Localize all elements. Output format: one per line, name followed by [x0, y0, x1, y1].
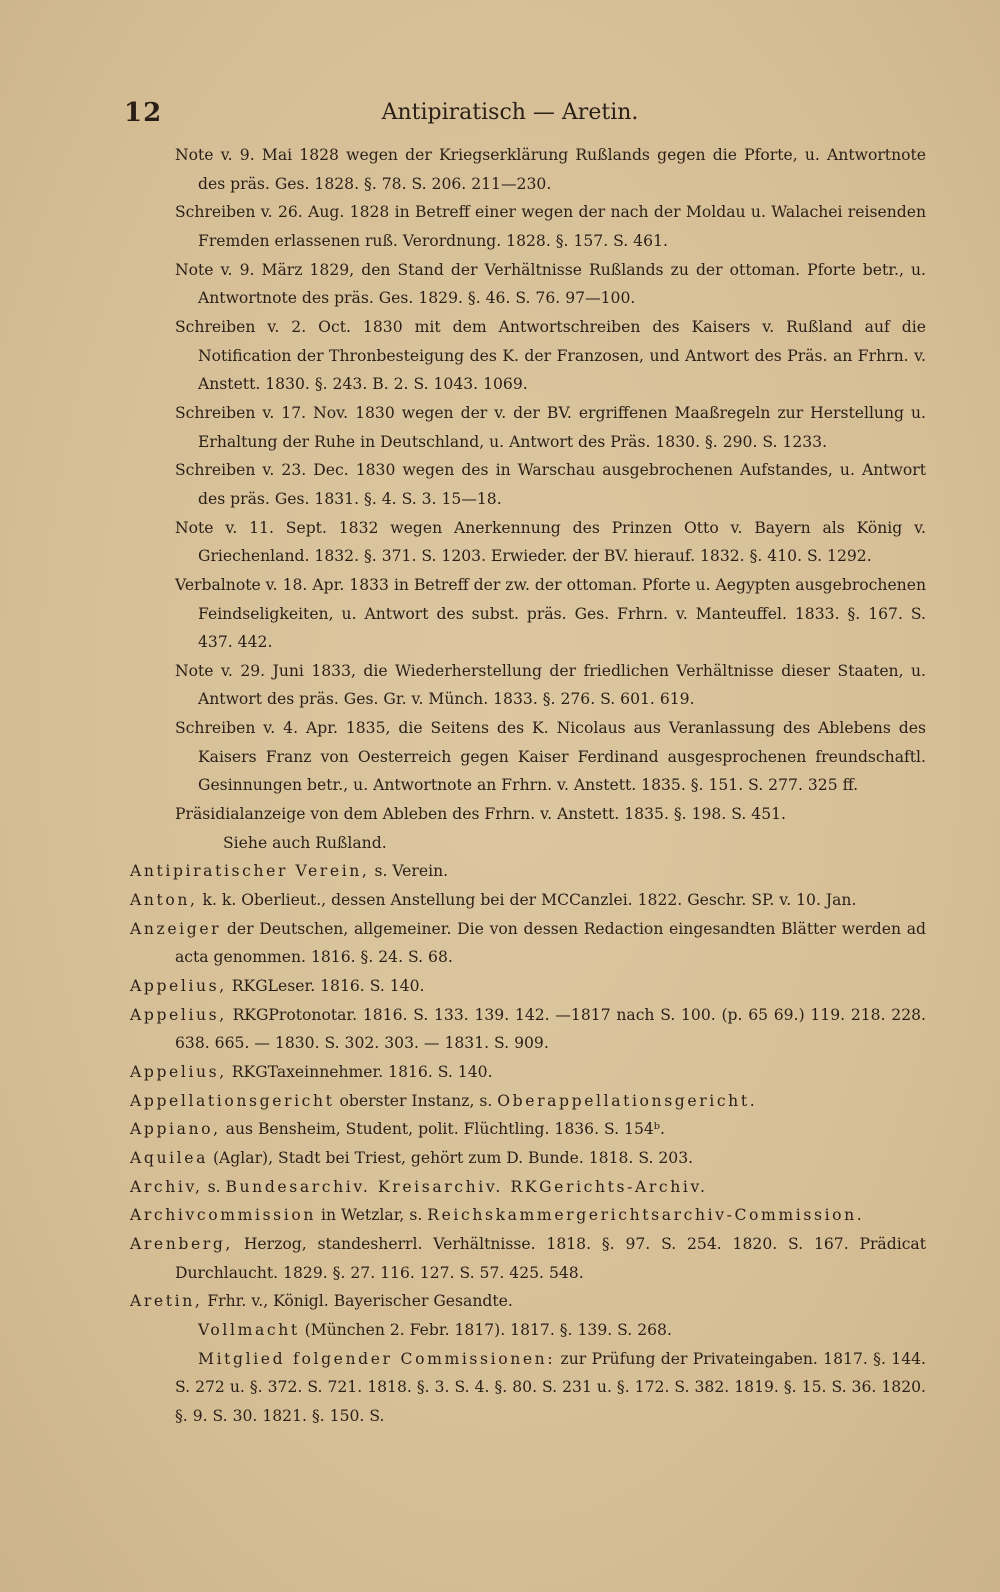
sub-entry: [175, 1316, 926, 1345]
entry-text: s.: [202, 1177, 226, 1196]
sub-entry: Note v. 29. Juni 1833, die Wiederherstellung der friedlichen Verhältnisse dieser Staaten, u. Antwort des präs. Ges. Gr. v. Münch. 1833. §. 276. S. 601. 619.: [175, 661, 926, 709]
register-entry: [130, 915, 926, 972]
running-head: Antipiratisch — Aretin.: [381, 100, 639, 125]
headword: Archiv,: [130, 1177, 203, 1196]
entry-text: RKGProtonotar. 1816. S. 133. 139. 142. —1817 nach S. 100. (p. 65 69.) 119. 218. 228. 638. 665. — 1830. S. 302. 303. — 1831. S. 909.: [175, 1005, 926, 1053]
register-entry: [130, 1287, 926, 1316]
register-entry: [130, 1173, 926, 1202]
headword: Appelius,: [130, 1063, 227, 1081]
register-entry: [130, 857, 926, 886]
register-entry: [130, 886, 926, 915]
entry-text: k. k. Oberlieut., dessen Anstellung bei der MCCanzlei. 1822. Geschr. SP. v. 10. Jan.: [197, 891, 857, 910]
headword: Arenberg,: [130, 1234, 233, 1253]
sub-entry: Note v. 9. Mai 1828 wegen der Kriegserklärung Rußlands gegen die Pforte, u. Antwortnote des präs. Ges. 1828. §. 78. S. 206. 211—230.: [175, 146, 926, 193]
register-entry: [130, 1230, 926, 1287]
headword: Aquilea: [130, 1148, 208, 1167]
entry-text: Herzog, standesherrl. Verhältnisse. 1818. §. 97. S. 254. 1820. S. 167. Prädicat Durchlaucht. 1829. §. 27. 116. 127. S. 57. 425. 548.: [175, 1234, 926, 1282]
cross-reference: Reichskammergerichtsarchiv-Commission.: [427, 1206, 865, 1225]
register-entry: [130, 1115, 926, 1144]
sub-entry: Verbalnote v. 18. Apr. 1833 in Betreff der zw. der ottoman. Pforte u. Aegypten ausgebrochenen Feindseligkeiten, u. Antwort des subst. präs. Ges. Frhrn. v. Manteuffel. 1833. §. 167. S. 437. 442.: [175, 575, 926, 652]
entry-text: in Wetzlar, s.: [316, 1206, 428, 1225]
register-entry: [130, 972, 926, 1001]
entry-text: der Deutschen, allgemeiner. Die von dessen Redaction eingesandten Blätter werden ad acta genommen. 1816. §. 24. S. 68.: [175, 919, 926, 967]
headword: Mitglied folgender Commissionen:: [198, 1349, 556, 1368]
entry-text: (München 2. Febr. 1817). 1817. §. 139. S. 268.: [299, 1320, 672, 1339]
entry-text: (Aglar), Stadt bei Triest, gehört zum D. Bunde. 1818. S. 203.: [208, 1148, 694, 1167]
register-entry: [130, 1087, 926, 1116]
headword: Aretin,: [130, 1292, 203, 1311]
sub-entry: Schreiben v. 26. Aug. 1828 in Betreff einer wegen der nach der Moldau u. Walachei reisenden Fremden erlassenen ruß. Verordnung. 1828. §. 157. S. 461.: [175, 203, 926, 250]
headword: Appelius,: [130, 977, 227, 996]
headword: Antipiratischer Verein,: [130, 862, 370, 881]
headword: Anton,: [130, 891, 198, 910]
entry-text: aus Bensheim, Student, polit. Flüchtling. 1836. S. 154ᵇ.: [220, 1120, 666, 1139]
register-entry: [130, 1058, 926, 1087]
sub-entry: [175, 1345, 926, 1431]
sub-entry: Schreiben v. 2. Oct. 1830 mit dem Antwortschreiben des Kaisers v. Rußland auf die Notification der Thronbesteigung des K. der Franzosen, und Antwort des Präs. an Frhrn. v. Anstett. 1830. §. 243. B. 2. S. 1043. 1069.: [175, 317, 926, 394]
entry-text: zur Prüfung der Privateingaben. 1817. §. 144. S. 272 u. §. 372. S. 721. 1818. §. 3. S. 4. §. 80. S. 231 u. §. 172. S. 382. 1819. §. 15. S. 36. 1820. §. 9. S. 30. 1821. §. 150. S.: [175, 1349, 926, 1425]
page-number: 12: [124, 98, 163, 128]
register-entry: [130, 1144, 926, 1173]
sub-entry: Schreiben v. 23. Dec. 1830 wegen des in Warschau ausgebrochenen Aufstandes, u. Antwort des präs. Ges. 1831. §. 4. S. 3. 15—18.: [175, 461, 926, 508]
entry-text: RKGLeser. 1816. S. 140.: [226, 977, 425, 996]
sub-entry: Präsidialanzeige von dem Ableben des Frhrn. v. Anstett. 1835. §. 198. S. 451.: [175, 805, 787, 824]
see-also-reference: Siehe auch Rußland.: [223, 833, 387, 852]
entry-text: Frhr. v., Königl. Bayerischer Gesandte.: [202, 1292, 513, 1311]
cross-reference: Oberappellationsgericht.: [497, 1091, 758, 1110]
register-entry: [130, 1201, 926, 1230]
headword: Anzeiger: [130, 919, 222, 938]
entry-text: s. Verein.: [369, 862, 449, 881]
headword: Appellationsgericht: [130, 1091, 335, 1110]
entry-text: oberster Instanz, s.: [334, 1091, 498, 1110]
sub-entry: Schreiben v. 17. Nov. 1830 wegen der v. der BV. ergriffenen Maaßregeln zur Herstellung u. Erhaltung der Ruhe in Deutschland, u. Antwort des Präs. 1830. §. 290. S. 1233.: [175, 403, 926, 451]
headword: Appelius,: [130, 1005, 227, 1024]
sub-entry: Note v. 11. Sept. 1832 wegen Anerkennung des Prinzen Otto v. Bayern als König v. Griechenland. 1832. §. 371. S. 1203. Erwieder. der BV. hierauf. 1832. §. 410. S. 1292.: [175, 518, 926, 566]
headword: Appiano,: [130, 1120, 221, 1139]
sub-entry: Schreiben v. 4. Apr. 1835, die Seitens des K. Nicolaus aus Veranlassung des Ablebens des Kaisers Franz von Oesterreich gegen Kaiser Ferdinand ausgesprochenen freundschaftl. Gesinnungen betr., u. Antwortnote an Frhrn. v. Anstett. 1835. §. 151. S. 277. 325 ff.: [175, 719, 926, 795]
cross-reference: Bundesarchiv. Kreisarchiv. RKGerichts-Archiv.: [225, 1177, 708, 1196]
headword: Archivcommission: [130, 1206, 316, 1225]
register-entry: [130, 1001, 926, 1058]
headword: Vollmacht: [198, 1320, 300, 1339]
register-body: [0, 141, 1000, 1431]
sub-entry: Note v. 9. März 1829, den Stand der Verhältnisse Rußlands zu der ottoman. Pforte betr., u. Antwortnote des präs. Ges. 1829. §. 46. S. 76. 97—100.: [175, 260, 926, 308]
entry-text: RKGTaxeinnehmer. 1816. S. 140.: [226, 1063, 493, 1081]
